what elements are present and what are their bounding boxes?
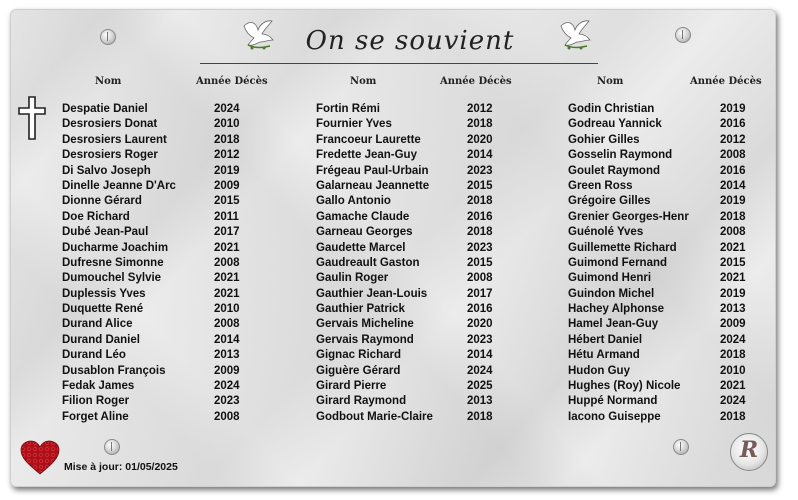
bolt-icon: [675, 27, 691, 43]
deceased-name: Garneau Georges: [316, 226, 413, 239]
deceased-name: Forget Aline: [62, 410, 129, 423]
death-year: 2018: [720, 210, 746, 223]
death-year: 2018: [467, 195, 493, 208]
deceased-name: Desrosiers Roger: [62, 149, 158, 162]
deceased-name: Gignac Richard: [316, 349, 401, 362]
deceased-name: Huppé Normand: [568, 395, 658, 408]
death-year: 2024: [720, 395, 746, 408]
death-year: 2008: [214, 256, 240, 269]
logo-button[interactable]: [730, 433, 768, 471]
deceased-name: Giguère Gérard: [316, 364, 401, 377]
deceased-name: Durand Daniel: [62, 333, 140, 346]
death-year: 2024: [214, 103, 240, 115]
deceased-name: Hamel Jean-Guy: [568, 318, 659, 331]
deceased-name: Gervais Raymond: [316, 333, 414, 346]
death-year: 2021: [720, 241, 746, 254]
deceased-name: Ducharme Joachim: [62, 241, 169, 254]
deceased-name: Gosselin Raymond: [568, 149, 673, 162]
death-year: 2021: [214, 241, 240, 254]
death-year: 2010: [214, 303, 240, 316]
death-year: 2014: [467, 149, 493, 162]
deceased-name: Gervais Micheline: [316, 318, 414, 331]
deceased-name: Dufresne Simonne: [62, 256, 164, 269]
death-year: 2008: [720, 226, 746, 239]
deceased-name: Dusablon François: [62, 364, 166, 377]
death-year: 2023: [214, 395, 240, 408]
death-year: 2012: [467, 103, 493, 115]
page-title: On se souvient: [305, 26, 515, 56]
deceased-name: Despatie Daniel: [62, 103, 148, 115]
death-year: 2018: [720, 410, 746, 423]
deceased-name: Gohier Gilles: [568, 133, 640, 146]
deceased-name: Hachey Alphonse: [568, 303, 665, 316]
deceased-name: Duplessis Yves: [62, 287, 146, 300]
logo-letter: R: [739, 437, 759, 463]
deceased-name: Grégoire Gilles: [568, 195, 651, 208]
death-year: 2018: [214, 133, 240, 146]
deceased-name: Green Ross: [568, 179, 633, 192]
deceased-name: Iacono Guiseppe: [568, 410, 661, 423]
death-year: 2016: [467, 210, 493, 223]
last-update-text: Mise à jour: 01/05/2025: [64, 461, 178, 473]
death-year: 2023: [467, 333, 493, 346]
death-year: 2018: [720, 349, 746, 362]
death-year: 2024: [467, 364, 493, 377]
death-year: 2023: [467, 241, 493, 254]
death-year: 2021: [214, 287, 240, 300]
death-year: 2010: [214, 118, 240, 131]
header-year-col1: Année Décès: [196, 76, 268, 87]
deceased-name: Frégeau Paul-Urbain: [316, 164, 429, 177]
death-year: 2009: [214, 179, 240, 192]
death-year: 2019: [214, 164, 240, 177]
bolt-icon: [104, 439, 120, 455]
death-year: 2009: [720, 318, 746, 331]
death-year: 2008: [214, 318, 240, 331]
death-year: 2024: [214, 380, 240, 393]
deceased-name: Fortin Rémi: [316, 103, 380, 115]
death-year: 2008: [214, 410, 240, 423]
death-year: 2016: [720, 118, 746, 131]
deceased-name: Guimond Fernand: [568, 256, 668, 269]
death-year: 2012: [720, 133, 746, 146]
death-year: 2013: [214, 349, 240, 362]
death-year: 2015: [467, 256, 493, 269]
death-year: 2016: [720, 164, 746, 177]
death-year: 2023: [467, 164, 493, 177]
deceased-name: Godbout Marie-Claire: [316, 410, 433, 423]
death-year: 2014: [720, 179, 746, 192]
deceased-name: Godin Christian: [568, 103, 655, 115]
deceased-name: Guindon Michel: [568, 287, 655, 300]
deceased-name: Godreau Yannick: [568, 118, 662, 131]
death-year: 2015: [214, 195, 240, 208]
deceased-name: Gaudette Marcel: [316, 241, 406, 254]
deceased-name: Guillemette Richard: [568, 241, 677, 254]
death-year: 2014: [467, 349, 493, 362]
death-year: 2008: [720, 149, 746, 162]
death-year: 2018: [467, 226, 493, 239]
header-name-col3: Nom: [597, 76, 624, 87]
death-year: 2011: [214, 210, 239, 223]
death-year: 2015: [467, 179, 493, 192]
deceased-name: Girard Pierre: [316, 380, 387, 393]
death-year: 2018: [467, 410, 493, 423]
death-year: 2019: [720, 287, 746, 300]
bolt-icon: [673, 439, 689, 455]
deceased-name: Filion Roger: [62, 395, 130, 408]
deceased-name: Dubé Jean-Paul: [62, 226, 149, 239]
header-year-col2: Année Décès: [440, 76, 512, 87]
death-year: 2017: [214, 226, 240, 239]
deceased-name: Gaulin Roger: [316, 272, 389, 285]
deceased-name: Desrosiers Laurent: [62, 133, 167, 146]
header-name-col1: Nom: [95, 76, 122, 87]
deceased-name: Doe Richard: [62, 210, 130, 223]
deceased-name: Fedak James: [62, 380, 135, 393]
death-year: 2009: [214, 364, 240, 377]
death-year: 2018: [467, 118, 493, 131]
deceased-name: Gallo Antonio: [316, 195, 391, 208]
deceased-name: Durand Léo: [62, 349, 126, 362]
deceased-name: Dumouchel Sylvie: [62, 272, 162, 285]
deceased-name: Hughes (Roy) Nicole: [568, 380, 681, 393]
death-year: 2024: [720, 333, 746, 346]
deceased-name: Durand Alice: [62, 318, 133, 331]
deceased-name: Dionne Gérard: [62, 195, 142, 208]
deceased-name: Grenier Georges-Henr: [568, 210, 689, 223]
deceased-name: Fredette Jean-Guy: [316, 149, 417, 162]
dove-icon: [557, 18, 597, 52]
deceased-name: Duquette René: [62, 303, 144, 316]
death-year: 2020: [467, 318, 493, 331]
deceased-name: Gaudreault Gaston: [316, 256, 420, 269]
death-year: 2015: [720, 256, 746, 269]
deceased-name: Galarneau Jeannette: [316, 179, 430, 192]
deceased-name: Dinelle Jeanne D'Arc: [62, 179, 176, 192]
death-year: 2013: [720, 303, 746, 316]
bolt-icon: [100, 29, 116, 45]
deceased-name: Desrosiers Donat: [62, 118, 158, 131]
deceased-name: Hudon Guy: [568, 364, 630, 377]
death-year: 2012: [214, 149, 240, 162]
death-year: 2021: [720, 380, 746, 393]
deceased-name: Gamache Claude: [316, 210, 410, 223]
title-underline: [200, 63, 598, 64]
header-name-col2: Nom: [350, 76, 377, 87]
deceased-name: Girard Raymond: [316, 395, 407, 408]
deceased-name: Hétu Armand: [568, 349, 640, 362]
death-year: 2025: [467, 380, 493, 393]
death-year: 2010: [720, 364, 746, 377]
death-year: 2019: [720, 103, 746, 115]
death-year: 2019: [720, 195, 746, 208]
cross-icon: [18, 96, 46, 140]
deceased-name: Gauthier Patrick: [316, 303, 405, 316]
death-year: 2016: [467, 303, 493, 316]
heart-icon: [20, 440, 60, 476]
death-year: 2013: [467, 395, 493, 408]
death-year: 2021: [214, 272, 240, 285]
death-year: 2014: [214, 333, 240, 346]
death-year: 2008: [467, 272, 493, 285]
deceased-name: Fournier Yves: [316, 118, 392, 131]
death-year: 2020: [467, 133, 493, 146]
deceased-name: Di Salvo Joseph: [62, 164, 151, 177]
death-year: 2021: [720, 272, 746, 285]
deceased-name: Guénolé Yves: [568, 226, 644, 239]
deceased-name: Guimond Henri: [568, 272, 652, 285]
deceased-name: Goulet Raymond: [568, 164, 661, 177]
deceased-name: Francoeur Laurette: [316, 133, 421, 146]
death-year: 2017: [467, 287, 493, 300]
deceased-name: Gauthier Jean-Louis: [316, 287, 428, 300]
deceased-name: Hébert Daniel: [568, 333, 643, 346]
header-year-col3: Année Décès: [690, 76, 762, 87]
dove-icon: [240, 18, 280, 52]
